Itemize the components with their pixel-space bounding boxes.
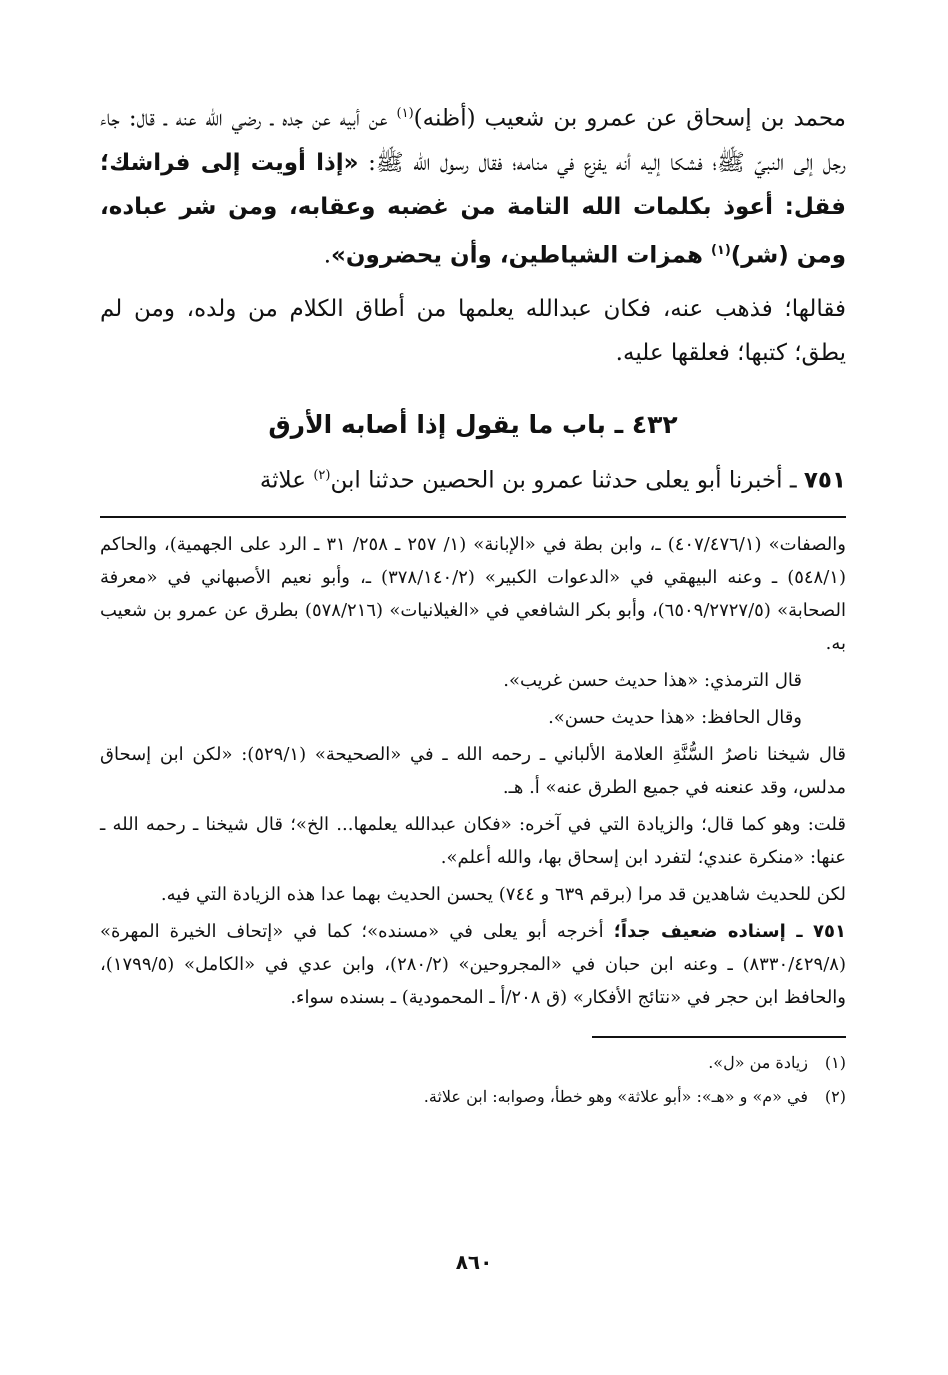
main-text [100,92,846,375]
chapter-title: ٤٣٢ ـ باب ما يقول إذا أصابه الأرق [268,410,678,440]
hadith-quote: «إذا أويت إلى فراشك؛ فقل: أعوذ بكلمات الله التامة من غضبه وعقابه، ومن شر عباده، ومن (شر) [100,149,846,269]
text-run: عن أبيه عن جده ـ رضي الله عنه ـ قال: جاء رجل إلى النبيّ ﷺ؛ فشكا إليه أنه يفزع في منامه؛ فقال رسول الله ﷺ: [100,105,846,176]
footnote [100,1046,846,1080]
hadith-text: علاثة [259,467,314,494]
footnote-number: (٢) [824,1086,846,1106]
footnote [100,1080,846,1114]
footnote-text: زيادة من «ل». [708,1052,808,1072]
footnote-divider [592,1036,846,1038]
page-number: ٨٦٠ [455,1250,493,1274]
commentary [100,528,846,1014]
footnote-ref: (٢) [313,468,331,484]
main-paragraph-2: فقالها؛ فذهب عنه، فكان عبدالله يعلمها من أطاق الكلام من ولده، ومن لم يطق؛ كتبها؛ فعلقها عليه. [100,296,846,367]
text-run: محمد بن إسحاق عن عمرو بن شعيب (أظنه) [413,105,846,132]
footnote-ref: (١) [396,106,414,121]
hadith-line [100,453,846,504]
commentary-paragraph [100,915,846,1014]
commentary-paragraph: لكن للحديث شاهدين قد مرا (برقم ٦٣٩ و ٧٤٤) يحسن الحديث بهما عدا هذه الزيادة التي فيه. [160,883,846,905]
commentary-paragraph: والصفات» (٤٠٧/٤٧٦/١) ـ، وابن بطة في «الإبانة» (١/ ٢٥٧ ـ ٢٥٨/ ٣١ ـ الرد على الجهمية)، والحاكم (٥٤٨/١) ـ وعنه البيهقي في «الدعوات الكبير» (٣٧٨/١٤٠/٢) ـ، وأبو نعيم الأصبهاني في «معرفة الصحابة» (٦٥٠٩/٢٧٢٧/٥)، وأبو بكر الشافعي في «الغيلانيات» (٥٧٨/٢١٦) بطرق عن عمرو بن شعيب به. [100,533,846,654]
footnote-number: (١) [824,1052,846,1072]
main-paragraph-1 [100,92,846,277]
commentary-paragraph: قال شيخنا ناصرُ السُّنَّةِ العلامة الألباني ـ رحمه الله ـ في «الصحيحة» (٥٢٩/١): «لكن ابن إسحاق مدلس، وقد عنعنه في جميع الطرق عنه» أ. هـ. [100,743,846,798]
text-run: أخرجه أبو يعلى في «مسنده»؛ كما في «إتحاف الخيرة المهرة» (٨٣٣٠/٤٢٩/٨) ـ وعنه ابن حبان في «المجروحين» (٢٨٠/٢)، وابن عدي في «الكامل» (١٧٩٩/٥)، والحافظ ابن حجر في «نتائج الأفكار» (ق ٢٠٨/أ ـ المحمودية) ـ بسنده سواء. [100,920,846,1008]
commentary-paragraph: قال الترمذي: «هذا حديث حسن غريب». [503,669,802,691]
commentary-paragraph: وقال الحافظ: «هذا حديث حسن». [548,706,802,728]
commentary-heading: ٧٥١ ـ إسناده ضعيف جداً؛ [613,920,847,942]
footnote-text: في «م» و «هـ»: «أبو علاثة» وهو خطأ، وصوابه: ابن علاثة. [423,1086,808,1106]
section-divider [100,516,846,518]
hadith-quote: همزات الشياطين، وأن يحضرون» [331,242,711,269]
footnotes [100,1046,846,1114]
hadith-text: ـ أخبرنا أبو يعلى حدثنا عمرو بن الحصين حدثنا ابن [330,467,804,494]
footnote-ref: (١) [710,242,731,258]
hadith-number: ٧٥١ [803,467,846,494]
commentary-paragraph: قلت: وهو كما قال؛ والزيادة التي في آخره: «فكان عبدالله يعلمها... الخ»؛ قال شيخنا ـ رحمه الله ـ عنها: «منكرة عندي؛ لتفرد ابن إسحاق بها، والله أعلم». [100,813,846,868]
page-body [100,92,846,1114]
text-run: . [323,242,332,269]
